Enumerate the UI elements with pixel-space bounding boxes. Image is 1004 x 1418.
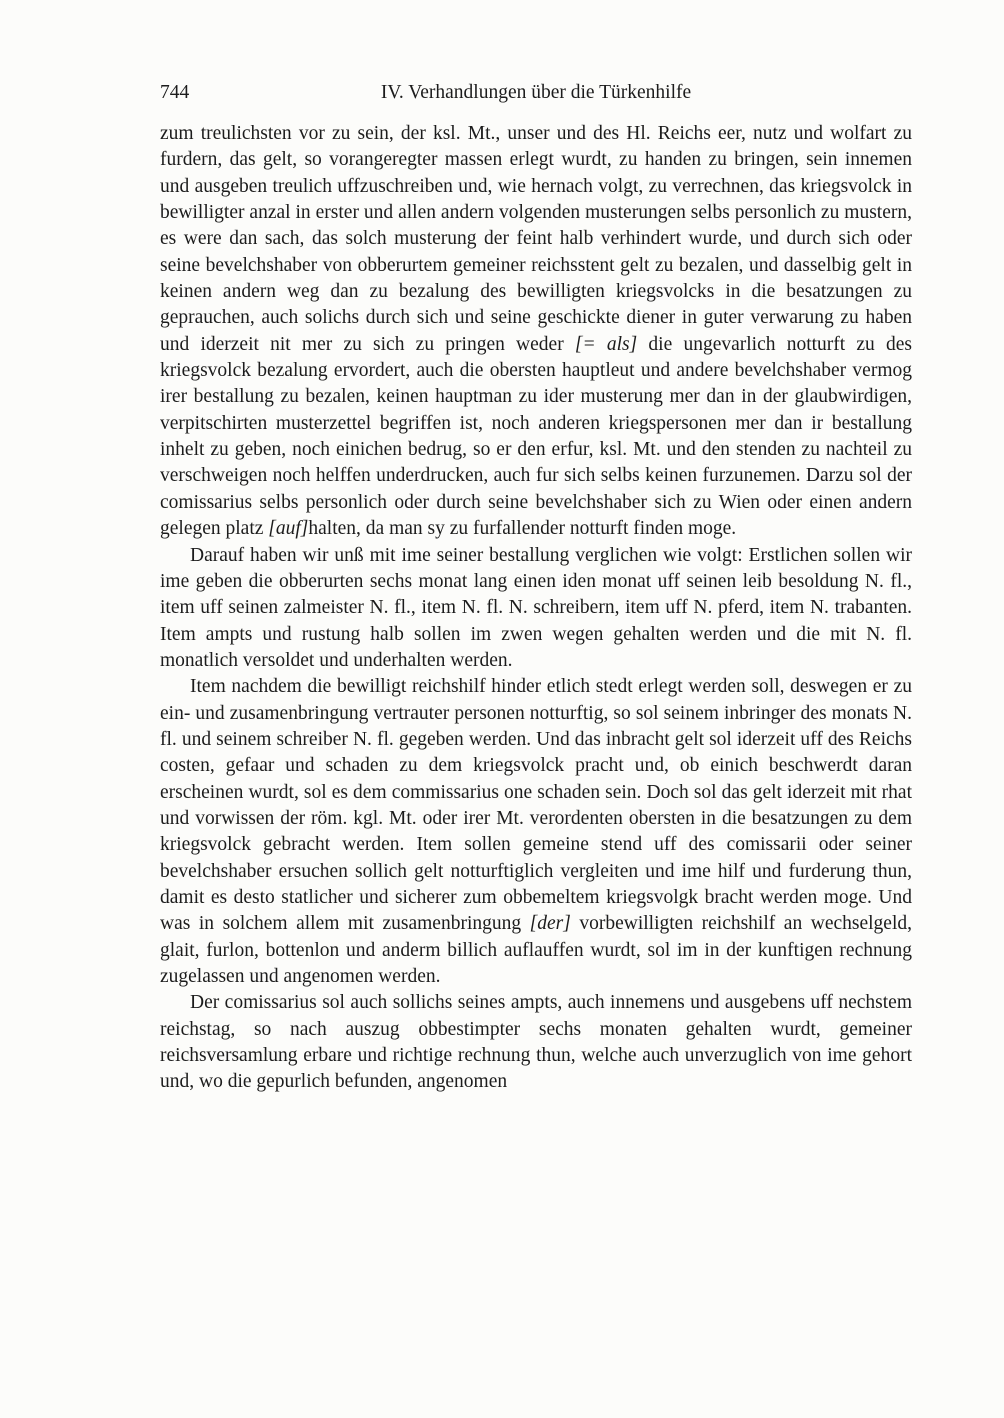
paragraph-2 <box>160 543 912 675</box>
paragraph-3 <box>160 674 912 990</box>
text-run: halten, da man sy zu furfallender notturft finden moge. <box>308 518 737 540</box>
text-run: Darauf haben wir unß mit ime seiner bestallung verglichen wie volgt: Erstlichen sollen wir ime geben die obberurten sechs monat lang einen iden monat uff seinen leib besoldung N. fl., item uff seinen zalmeister N. fl., item N. fl. N. schreibern, item uff N. pferd, item N. trabanten. Item ampts und rustung halb sollen im zwen wegen gehalten werden und die mit N. fl. monatlich versoldet und underhalten werden. <box>160 544 912 671</box>
text-block <box>160 121 912 1096</box>
text-run-italic: [der] <box>529 913 571 935</box>
text-run: Item nachdem die bewilligt reichshilf hinder etlich stedt erlegt werden soll, deswegen er zu ein- und zusamenbringung vertrauter personen notturftig, so sol seinem inbringer des monats N. fl. und seinem schreiber N. fl. gegeben werden. Und das inbracht gelt sol iderzeit uff des Reichs costen, gefaar und schaden zu dem kriegsvolck pracht und, ob einich beschwerdt daran erscheinen wurdt, sol es dem commissarius one schaden sein. Doch sol das gelt iderzeit mit rhat und vorwissen der röm. kgl. Mt. oder irer Mt. verordenten obersten in die besatzungen zu dem kriegsvolck gebracht werden. Item sollen gemeine stend uff des comissarii oder seiner bevelchshaber ersuchen sollich gelt notturftiglich vergleiten und ime hilf und furderung thun, damit es desto statlicher und sicherer zum obbemeltem kriegsvolgk bracht werden moge. Und was in solchem allem mit zusamenbringung <box>160 676 912 935</box>
text-run-italic: [= als] <box>574 333 638 355</box>
text-run: vorbewilligten reichshilf an wechselgeld, glait, furlon, bottenlon und anderm billich auflauffen wurdt, sol im in der kunftigen rechnung zugelassen und angenomen werden. <box>160 913 912 987</box>
paragraph-1 <box>160 121 912 543</box>
text-run-italic: [auf] <box>268 518 309 540</box>
page-header <box>160 80 912 106</box>
text-run: zum treulichsten vor zu sein, der ksl. Mt., unser und des Hl. Reichs eer, nutz und wolfart zu furdern, das gelt, so vorangeregter massen erlegt wurdt, zu handen zu bringen, sein innemen und ausgeben treulich uffzuschreiben und, wie hernach volgt, zu verrechnen, das kriegsvolck in bewilligter anzal in erster und allen andern volgenden musterungen selbs personlich zu mustern, es were dan sach, das solch musterung der feint halb verhindert wurde, und durch sich oder seine bevelchshaber von obberurtem gemeiner reichsstent gelt zu bezalen, und dasselbig gelt in keinen andern weg dan zu bezalung des bewilligten kriegsvolcks in die besatzungen zu geprauchen, auch solichs durch sich und seine geschickte diener in guter verwarung zu haben und iderzeit nit mer zu sich zu pringen weder <box>160 123 912 355</box>
text-run: die ungevarlich notturft zu des kriegsvolck bezalung ervordert, auch die obersten hauptleut und andere bevelchshaber vermog irer bestallung zu bezalen, keinen hauptman zu ider musterung mer dan in der glaubwirdigen, verpitschirten musterzettel begriffen ist, noch anderen kriegspersonen mer dan ir bestallung inhelt zu geben, noch einichen bedrug, so er den erfur, ksl. Mt. und den stenden zu nachteil zu verschweigen noch helffen underdrucken, auch fur sich selbs keinen furzunemen. Darzu sol der comissarius selbs personlich oder durch seine bevelchshaber sich zu Wien oder einen andern gelegen platz <box>160 333 913 540</box>
text-run: Der comissarius sol auch sollichs seines ampts, auch innemens und ausgebens uff nechstem reichstag, so nach auszug obbestimpter sechs monaten gehalten wurdt, gemeiner reichsversamlung erbare und richtige rechnung thun, welche auch unverzuglich von ime gehort und, wo die gepurlich befunden, angenomen <box>160 992 912 1093</box>
running-title: IV. Verhandlungen über die Türkenhilfe <box>380 82 692 103</box>
paragraph-4 <box>160 990 912 1095</box>
page-number: 744 <box>160 82 190 103</box>
